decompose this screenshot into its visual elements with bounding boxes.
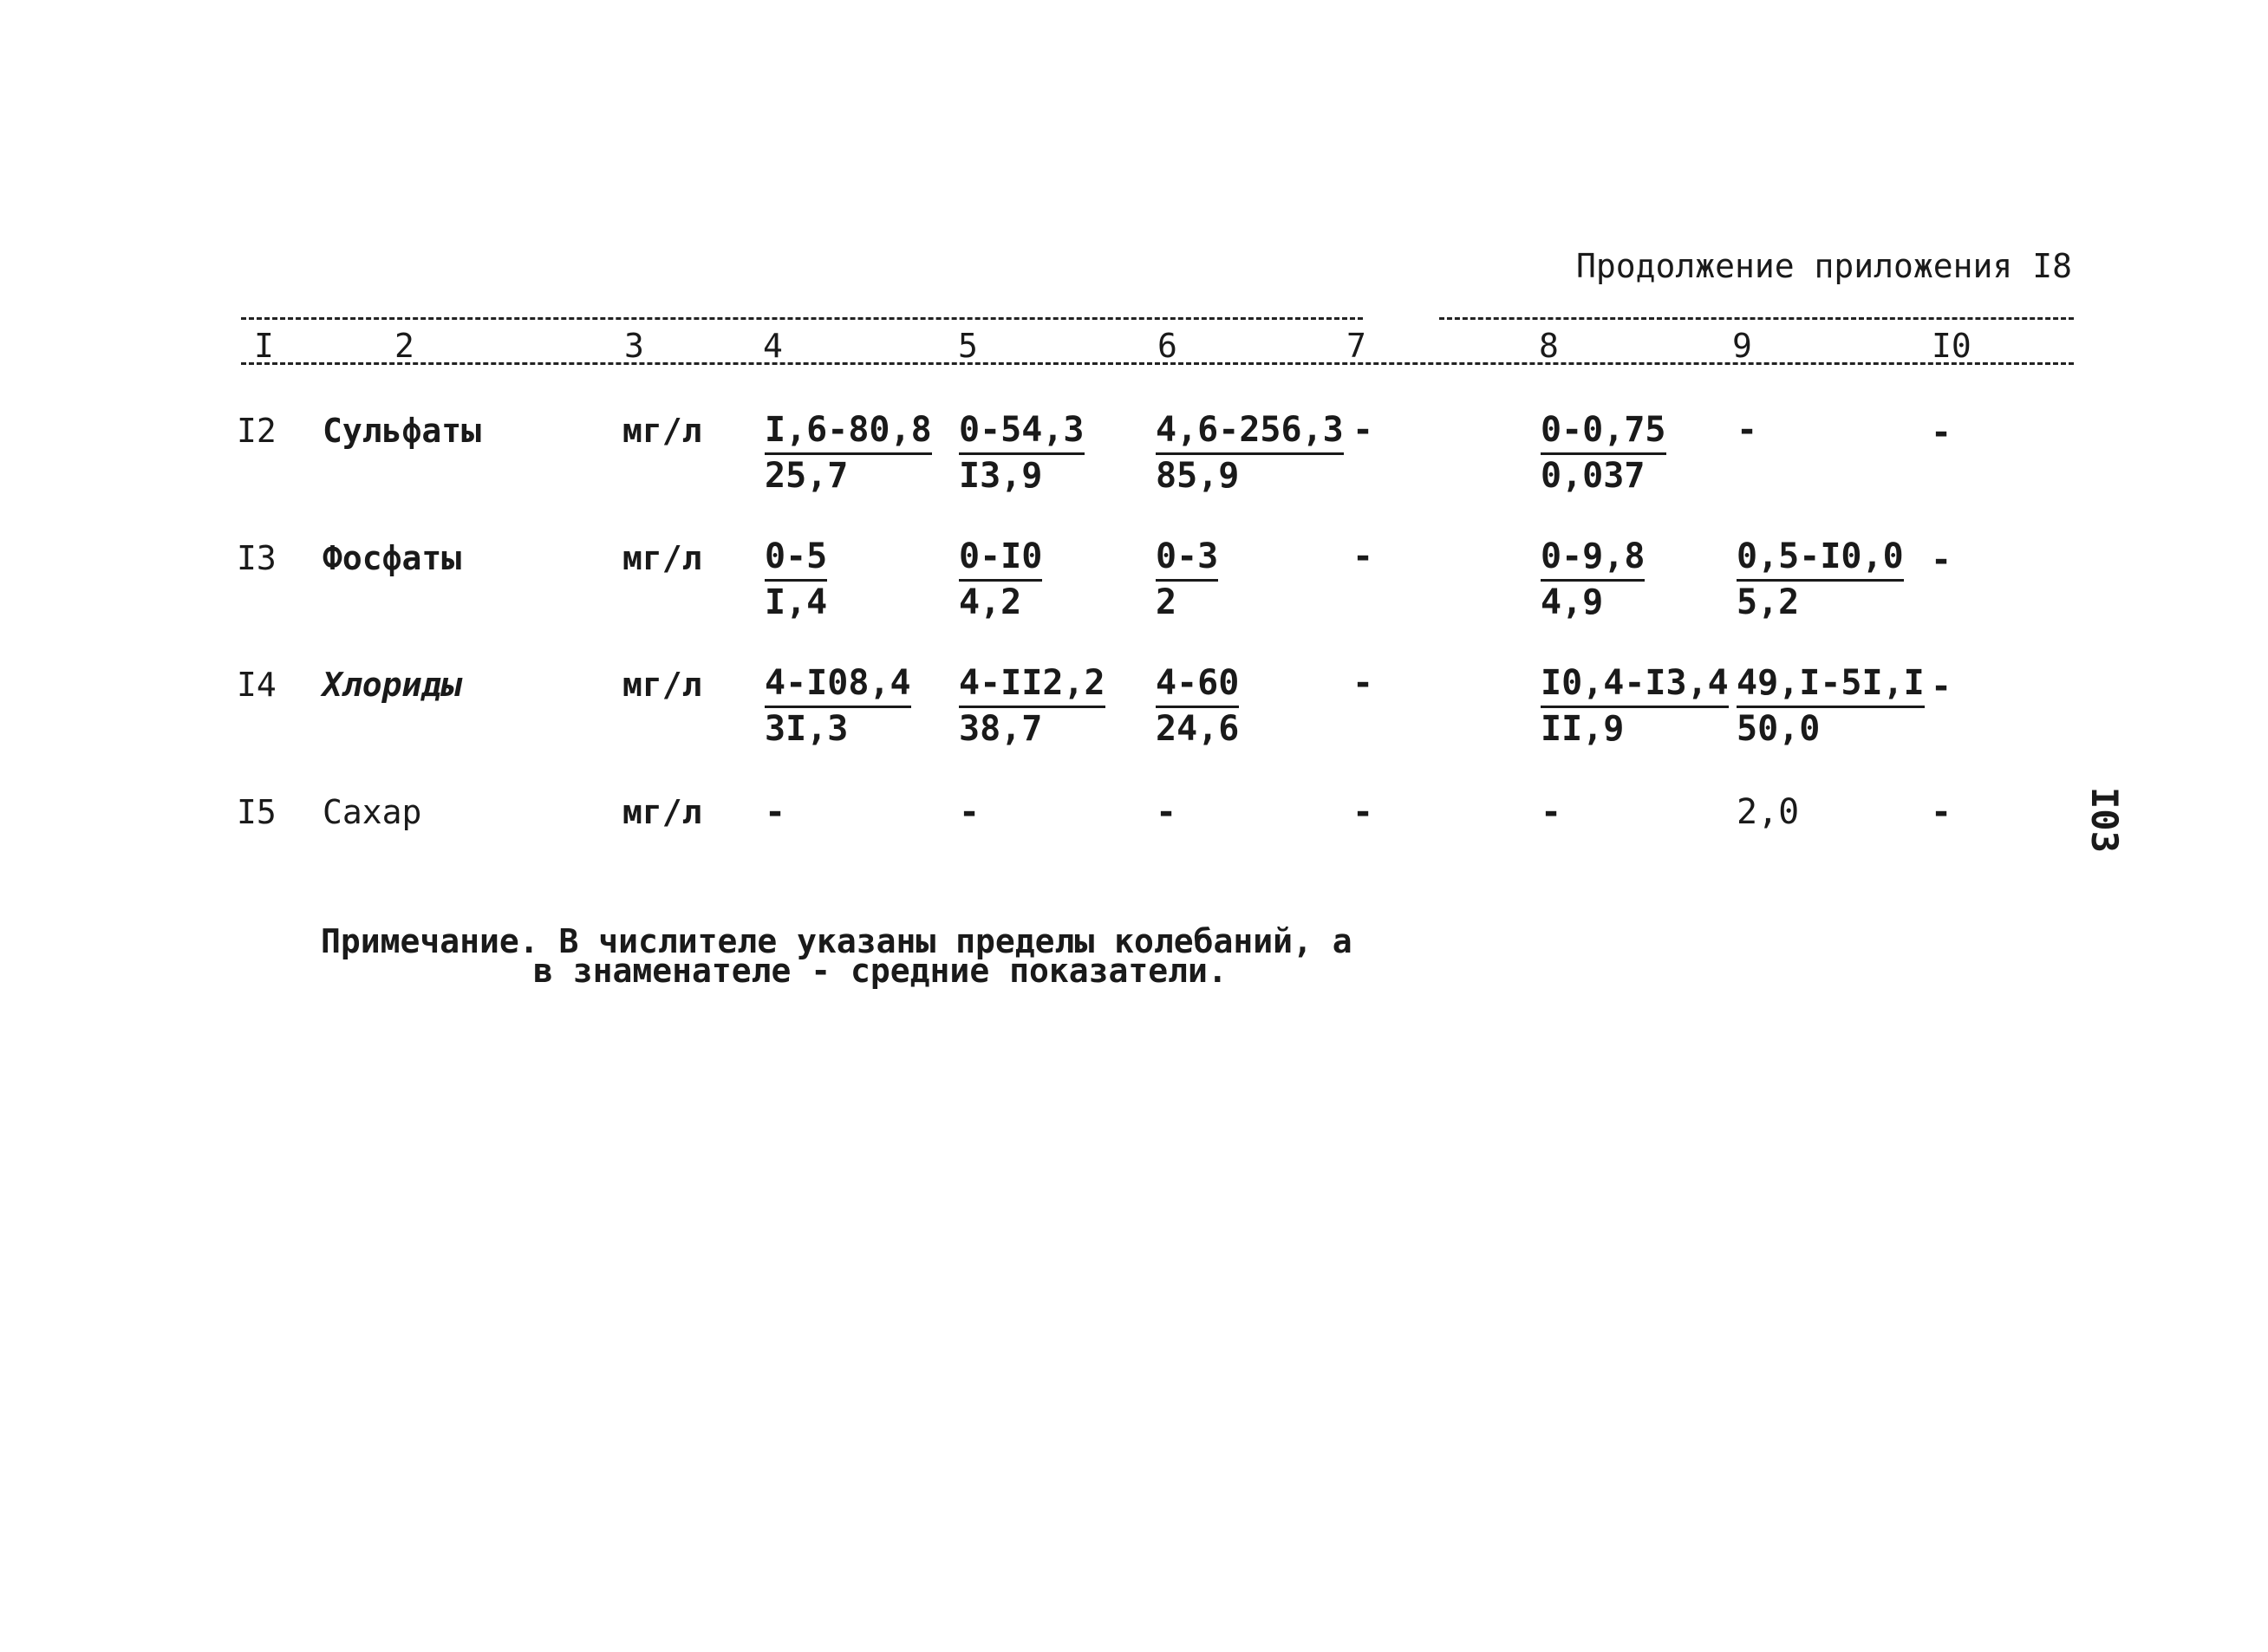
col-header-10: I0 bbox=[1932, 327, 1971, 365]
indicator-name: Фосфаты bbox=[323, 539, 462, 577]
indicator-name: Сахар bbox=[323, 793, 422, 831]
col-header-7: 7 bbox=[1346, 327, 1366, 365]
numerator: 0-I0 bbox=[959, 536, 1042, 582]
denominator: 25,7 bbox=[765, 456, 849, 496]
row-number: I2 bbox=[237, 412, 277, 450]
dash-cell: - bbox=[1541, 792, 1562, 832]
table-caption: Продолжение приложения I8 bbox=[1576, 247, 2072, 285]
col-header-2: 2 bbox=[394, 327, 414, 365]
fraction-cell bbox=[765, 662, 911, 750]
numerator: 0,5-I0,0 bbox=[1737, 536, 1904, 582]
fraction-cell bbox=[1156, 662, 1239, 750]
numerator: 0-5 bbox=[765, 536, 827, 582]
fraction-cell bbox=[765, 409, 932, 497]
dash-cell: - bbox=[1352, 410, 1374, 450]
col-header-4: 4 bbox=[763, 327, 783, 365]
col-header-9: 9 bbox=[1732, 327, 1752, 365]
dash-cell: - bbox=[1931, 792, 1952, 832]
col-header-6: 6 bbox=[1157, 327, 1177, 365]
fraction-cell bbox=[1541, 409, 1666, 497]
dash-cell: - bbox=[1352, 537, 1374, 576]
denominator: 3I,3 bbox=[765, 709, 849, 749]
fraction-cell bbox=[1541, 662, 1729, 750]
col-header-5: 5 bbox=[958, 327, 978, 365]
value-cell: 2,0 bbox=[1737, 792, 1800, 832]
denominator: 4,9 bbox=[1541, 582, 1604, 622]
fraction-cell bbox=[1541, 536, 1645, 623]
row-number: I3 bbox=[237, 539, 277, 577]
fraction-cell bbox=[959, 662, 1105, 750]
note-line-2: в знаменателе - средние показатели. bbox=[533, 952, 1228, 990]
fraction-cell bbox=[1156, 536, 1218, 623]
col-header-8: 8 bbox=[1539, 327, 1559, 365]
denominator: 4,2 bbox=[959, 582, 1022, 622]
fraction-cell bbox=[959, 409, 1085, 497]
header-top-rule-left bbox=[241, 317, 1363, 320]
numerator: 49,I-5I,I bbox=[1737, 662, 1925, 708]
denominator: II,9 bbox=[1541, 709, 1625, 749]
numerator: 4,6-256,3 bbox=[1156, 409, 1344, 455]
denominator: 5,2 bbox=[1737, 582, 1800, 622]
numerator: 4-60 bbox=[1156, 662, 1239, 708]
indicator-name: Сульфаты bbox=[323, 412, 482, 450]
numerator: I0,4-I3,4 bbox=[1541, 662, 1729, 708]
fraction-cell bbox=[1156, 409, 1344, 497]
note-line-1: Примечание. В числителе указаны пределы колебаний, а bbox=[321, 922, 1352, 960]
numerator: 0-0,75 bbox=[1541, 409, 1666, 455]
dash-cell: - bbox=[959, 792, 981, 832]
indicator-name: Хлориды bbox=[323, 666, 462, 704]
denominator: I,4 bbox=[765, 582, 828, 622]
unit: мг/л bbox=[622, 539, 702, 577]
numerator: 0-54,3 bbox=[959, 409, 1085, 455]
header-top-rule-right bbox=[1439, 317, 2074, 320]
dash-cell: - bbox=[765, 792, 786, 832]
numerator: 0-3 bbox=[1156, 536, 1218, 582]
fraction-cell bbox=[959, 536, 1042, 623]
page-number: I03 bbox=[2083, 787, 2126, 853]
dash-cell: - bbox=[1352, 663, 1374, 703]
col-header-3: 3 bbox=[624, 327, 644, 365]
numerator: 4-II2,2 bbox=[959, 662, 1105, 708]
denominator: I3,9 bbox=[959, 456, 1043, 496]
col-header-1: I bbox=[254, 327, 274, 365]
denominator: 38,7 bbox=[959, 709, 1043, 749]
unit: мг/л bbox=[622, 412, 702, 450]
dash-cell: - bbox=[1931, 540, 1952, 580]
row-number: I4 bbox=[237, 666, 277, 704]
numerator: I,6-80,8 bbox=[765, 409, 932, 455]
numerator: 4-I08,4 bbox=[765, 662, 911, 708]
denominator: 2 bbox=[1156, 582, 1177, 622]
row-number: I5 bbox=[237, 793, 277, 831]
dash-cell: - bbox=[1737, 410, 1758, 450]
denominator: 50,0 bbox=[1737, 709, 1821, 749]
unit: мг/л bbox=[622, 793, 702, 831]
denominator: 85,9 bbox=[1156, 456, 1240, 496]
numerator: 0-9,8 bbox=[1541, 536, 1645, 582]
denominator: 0,037 bbox=[1541, 456, 1646, 496]
denominator: 24,6 bbox=[1156, 709, 1240, 749]
dash-cell: - bbox=[1156, 792, 1177, 832]
fraction-cell bbox=[1737, 662, 1925, 750]
dash-cell: - bbox=[1352, 792, 1374, 832]
dash-cell: - bbox=[1931, 667, 1952, 706]
unit: мг/л bbox=[622, 666, 702, 704]
fraction-cell bbox=[1737, 536, 1904, 623]
dash-cell: - bbox=[1931, 413, 1952, 452]
fraction-cell bbox=[765, 536, 827, 623]
